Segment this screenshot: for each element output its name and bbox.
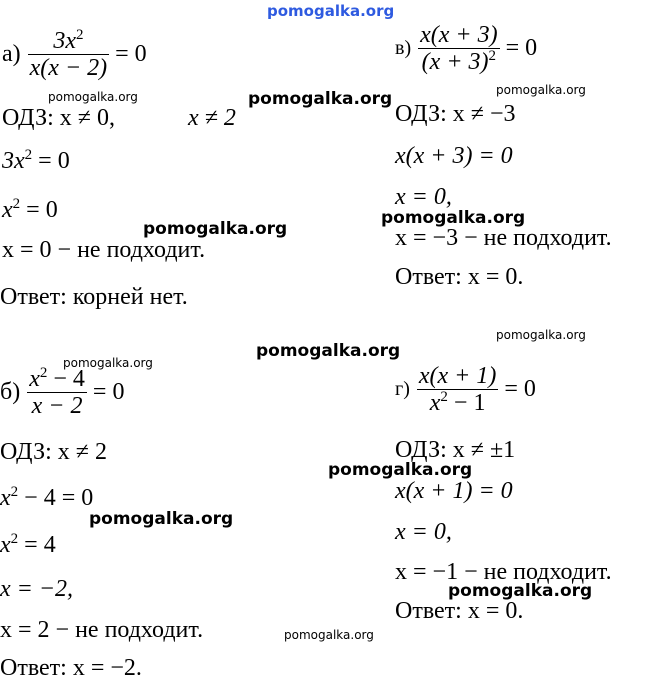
problem-a-odz-2: x ≠ 2 <box>188 105 236 131</box>
problem-v-fraction <box>418 22 499 75</box>
problem-a-rhs: = 0 <box>115 41 147 67</box>
problem-a-answer: Ответ: корней нет. <box>0 284 188 310</box>
watermark: pomogalka.org <box>256 341 401 361</box>
problem-g-fraction <box>417 363 498 416</box>
watermark: pomogalka.org <box>284 628 374 642</box>
watermark: pomogalka.org <box>496 83 586 97</box>
problem-v-odz: ОДЗ: x ≠ −3 <box>395 101 516 127</box>
problem-v-denominator: $(x + 3)^2$ <box>421 48 497 75</box>
watermark: pomogalka.org <box>328 460 473 480</box>
watermark: pomogalka.org <box>248 89 393 109</box>
watermark-top: pomogalka.org <box>267 2 395 20</box>
problem-a-step-2: $x^2 = 0$ <box>2 196 58 223</box>
watermark: pomogalka.org <box>448 581 593 601</box>
problem-b-fraction <box>27 366 87 419</box>
problem-g-answer: Ответ: x = 0. <box>395 598 524 624</box>
problem-g-denominator: $x^2 - 1$ <box>429 389 486 416</box>
problem-b-step-4: x = 2 − не подходит. <box>0 617 204 643</box>
problem-a-step-3: x = 0 − не подходит. <box>2 237 206 263</box>
problem-b-answer: Ответ: x = −2. <box>0 655 142 681</box>
problem-b-step-3: x = −2, <box>0 576 74 602</box>
problem-b-step-2: $x^2 = 4$ <box>0 531 56 558</box>
problem-a-numerator: $3x^2$ <box>53 27 84 54</box>
problem-a-equation <box>2 28 147 81</box>
problem-v-step-3: x = −3 − не подходит. <box>395 225 612 251</box>
problem-v-step-2: x = 0, <box>395 184 452 210</box>
problem-b-denominator: x − 2 <box>31 393 83 419</box>
problem-a-fraction <box>28 28 109 81</box>
problem-a-denominator: x(x − 2) <box>29 55 108 81</box>
problem-g-equation <box>395 363 536 416</box>
watermark: pomogalka.org <box>381 208 526 228</box>
problem-g-numerator: x(x + 1) <box>418 363 497 389</box>
problem-v-rhs: = 0 <box>505 35 538 61</box>
problem-g-step-1: x(x + 1) = 0 <box>395 478 513 504</box>
problem-g-step-2: x = 0, <box>395 519 452 545</box>
watermark: pomogalka.org <box>496 328 586 342</box>
problem-a-step-1: $3x^2 = 0$ <box>2 147 70 174</box>
problem-v-numerator: x(x + 3) <box>420 22 498 48</box>
problem-g-step-3: x = −1 − не подходит. <box>395 559 612 585</box>
problem-v-answer: Ответ: x = 0. <box>395 264 524 290</box>
problem-b-numerator: $x^2 - 4$ <box>29 365 85 392</box>
watermark: pomogalka.org <box>48 90 138 104</box>
problem-g-label: г) <box>395 378 410 400</box>
watermark: pomogalka.org <box>89 509 234 529</box>
problem-b-step-1: $x^2 - 4 = 0$ <box>0 484 94 511</box>
problem-v-step-1: x(x + 3) = 0 <box>395 143 513 169</box>
problem-v-equation <box>395 22 537 75</box>
problem-a-odz: ОДЗ: x ≠ 0, <box>2 105 115 131</box>
watermark: pomogalka.org <box>143 219 288 239</box>
problem-b-odz: ОДЗ: x ≠ 2 <box>0 439 107 465</box>
problem-v-label: в) <box>395 37 412 59</box>
watermark: pomogalka.org <box>63 356 153 370</box>
problem-b-rhs: = 0 <box>92 379 125 405</box>
problem-b-equation <box>0 366 124 419</box>
problem-g-odz: ОДЗ: x ≠ ±1 <box>395 437 516 463</box>
problem-b-label: б) <box>0 379 21 405</box>
problem-g-rhs: = 0 <box>504 376 536 402</box>
problem-a-label: а) <box>2 41 21 67</box>
